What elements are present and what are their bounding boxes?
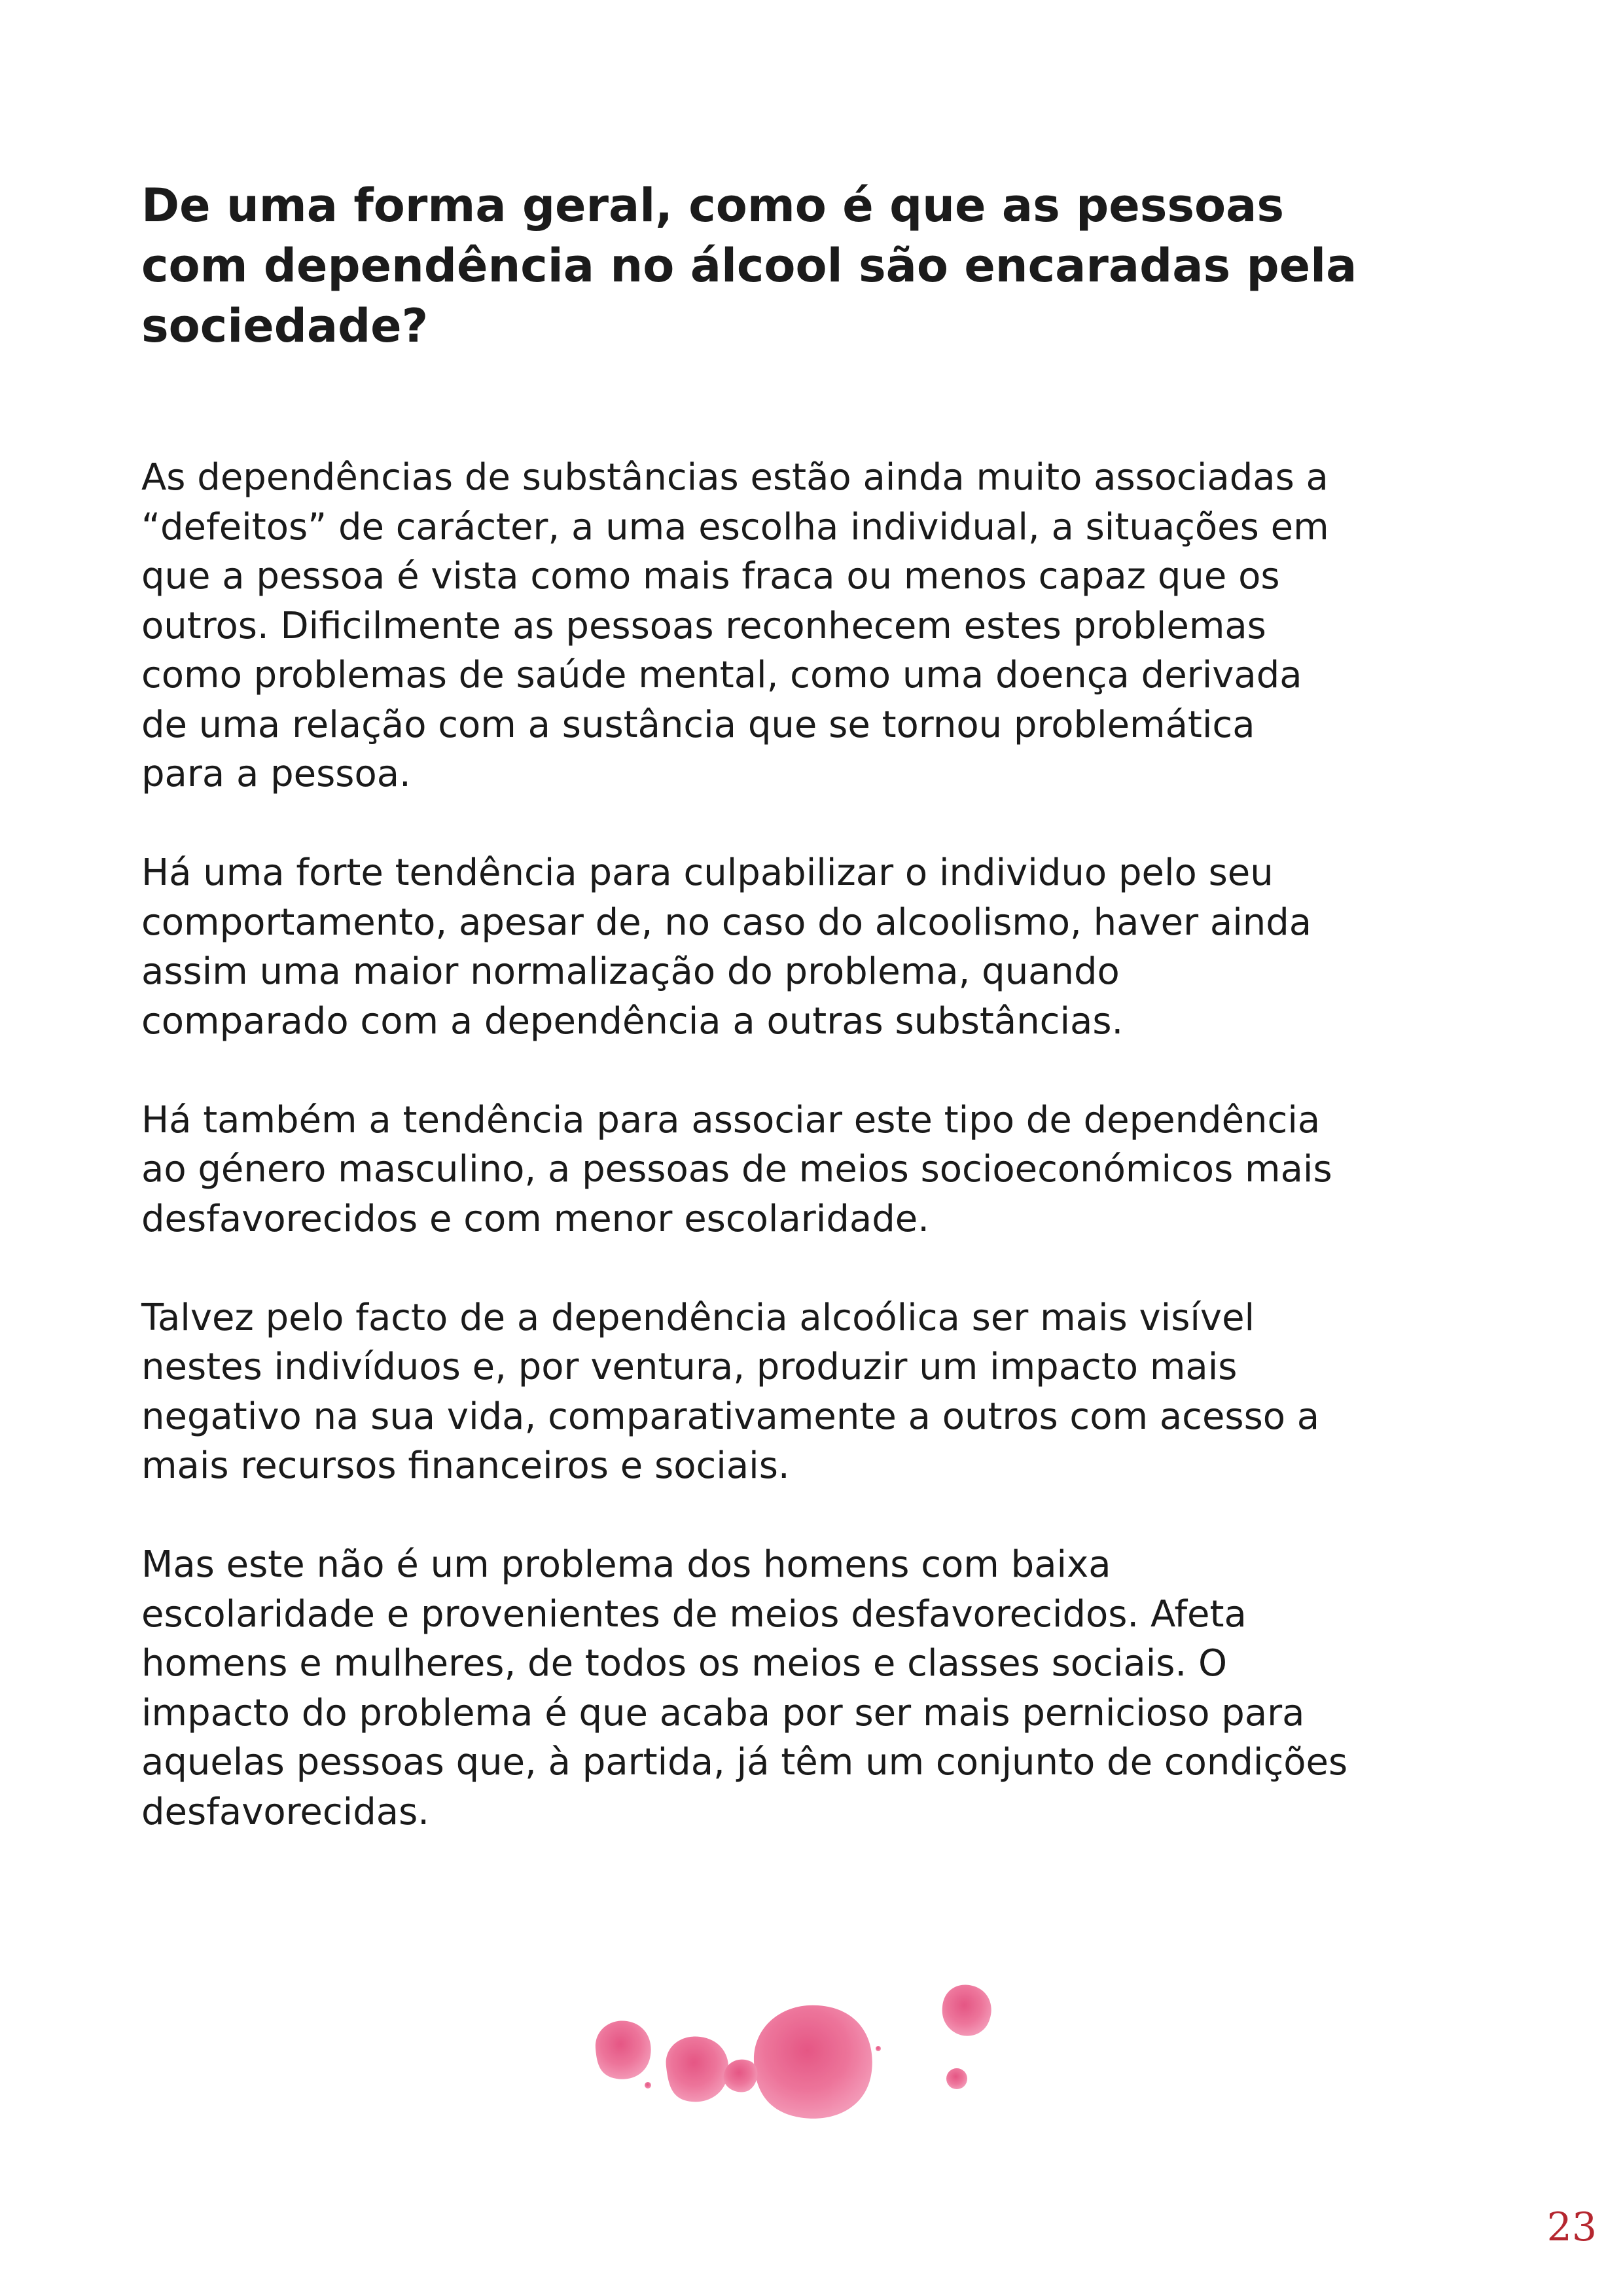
text-line: desfavorecidas. <box>141 1790 430 1833</box>
page-title <box>141 175 1450 356</box>
text-line: assim uma maior normalização do problema, quando <box>141 950 1120 993</box>
text-line: “defeitos” de carácter, a uma escolha individual, a situações em <box>141 505 1329 548</box>
text-line: Talvez pelo facto de a dependência alcoólica ser mais visível <box>141 1296 1255 1339</box>
paragraph-gender <box>141 1096 1516 1244</box>
text-line: Há uma forte tendência para culpabilizar o individuo pelo seu <box>141 852 1274 894</box>
body-text <box>141 453 1516 1886</box>
title-line: com dependência no álcool são encaradas pela <box>141 239 1357 293</box>
text-line: impacto do problema é que acaba por ser mais pernicioso para <box>141 1691 1305 1734</box>
pink-blot-shapes <box>596 1984 991 2118</box>
page-number: 23 <box>1546 2204 1597 2250</box>
text-line: comparado com a dependência a outras substâncias. <box>141 999 1124 1043</box>
text-line: de uma relação com a sustância que se tornou problemática <box>141 703 1255 746</box>
text-line: homens e mulheres, de todos os meios e classes sociais. O <box>141 1642 1228 1685</box>
paragraph-stigma <box>141 453 1516 799</box>
text-line: que a pessoa é vista como mais fraca ou menos capaz que os <box>141 555 1280 598</box>
text-line: comportamento, apesar de, no caso do alcoolismo, haver ainda <box>141 901 1312 944</box>
ink-blots-illustration <box>576 1950 1073 2147</box>
text-line: para a pessoa. <box>141 753 411 795</box>
title-line: sociedade? <box>141 299 429 353</box>
text-line: nestes indivíduos e, por ventura, produzir um impacto mais <box>141 1346 1238 1388</box>
paragraph-conclusion <box>141 1540 1516 1837</box>
text-line: ao género masculino, a pessoas de meios socioeconómicos mais <box>141 1148 1332 1191</box>
text-line: As dependências de substâncias estão ainda muito associadas a <box>141 456 1329 499</box>
paragraph-visibility <box>141 1293 1516 1491</box>
text-line: negativo na sua vida, comparativamente a outros com acesso a <box>141 1395 1320 1438</box>
text-line: aquelas pessoas que, à partida, já têm um conjunto de condições <box>141 1741 1348 1784</box>
text-line: escolaridade e provenientes de meios desfavorecidos. Afeta <box>141 1592 1247 1636</box>
text-line: mais recursos financeiros e sociais. <box>141 1444 790 1487</box>
paragraph-blame <box>141 848 1516 1046</box>
title-line: De uma forma geral, como é que as pessoas <box>141 179 1285 232</box>
text-line: Mas este não é um problema dos homens com baixa <box>141 1543 1111 1586</box>
text-line: Há também a tendência para associar este tipo de dependência <box>141 1098 1321 1141</box>
text-line: outros. Dificilmente as pessoas reconhecem estes problemas <box>141 604 1266 647</box>
text-line: desfavorecidos e com menor escolaridade. <box>141 1197 930 1240</box>
text-line: como problemas de saúde mental, como uma doença derivada <box>141 654 1302 696</box>
